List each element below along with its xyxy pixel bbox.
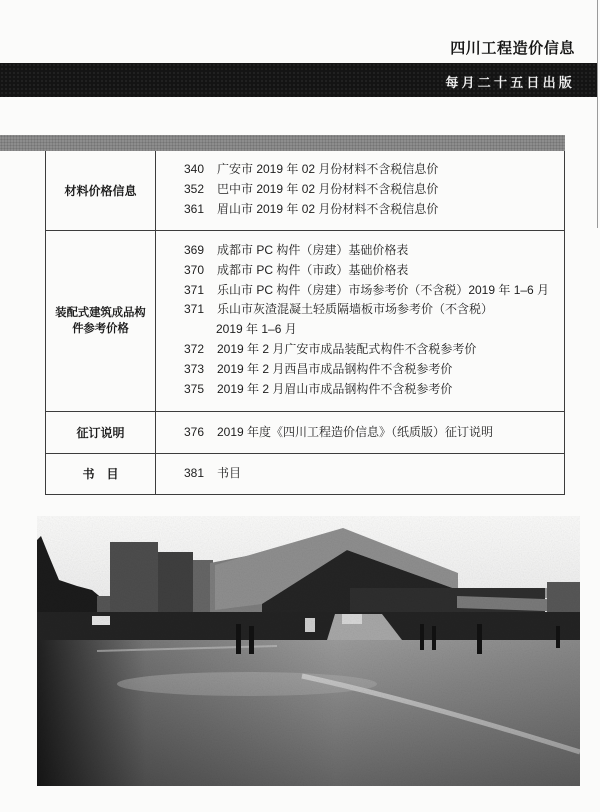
entry-title: 眉山市 2019 年 02 月份材料不含税信息价 [217, 201, 439, 216]
entry-title: 乐山市灰渣混凝土轻质隔墙板市场参考价（不含税） [217, 302, 494, 317]
entry-title: 巴中市 2019 年 02 月份材料不含税信息价 [217, 181, 439, 196]
page-number: 361 [184, 201, 205, 216]
page-number: 369 [184, 243, 205, 257]
section-entries [156, 231, 564, 411]
toc-entry [156, 360, 564, 380]
entry-title: 2019 年度《四川工程造价信息》（纸质版）征订说明 [217, 424, 494, 439]
page-number: 381 [184, 466, 205, 481]
toc-section-material-prices [46, 151, 564, 230]
page-number: 375 [184, 381, 205, 396]
toc-entry [156, 241, 564, 261]
entry-title: 成都市 PC 构件（市政）基础价格表 [217, 262, 409, 277]
toc-entry [156, 380, 564, 400]
page-number: 373 [184, 361, 205, 376]
entry-title: 乐山市 PC 构件（房建）市场参考价（不含税）2019 年 1–6 月 [217, 282, 550, 297]
toc-section-subscription [46, 411, 564, 453]
section-entries [156, 151, 564, 230]
page-number: 352 [184, 181, 205, 196]
section-entries [156, 454, 564, 494]
page-number: 372 [184, 341, 205, 356]
page-number: 376 [184, 424, 205, 439]
page-number: 371 [184, 302, 205, 317]
section-label [46, 151, 156, 230]
toc-entry [156, 340, 564, 360]
toc-entry [156, 423, 493, 443]
building-photograph [37, 516, 580, 786]
toc-entry [156, 281, 564, 301]
entry-title: 广安市 2019 年 02 月份材料不含税信息价 [217, 162, 439, 176]
toc-entry [156, 180, 564, 200]
section-label [46, 231, 156, 411]
entry-title: 成都市 PC 构件（房建）基础价格表 [217, 243, 409, 257]
section-label-text: 材料价格信息 [64, 183, 137, 198]
publication-title: 四川工程造价信息 [450, 40, 575, 57]
header-bar [0, 63, 597, 97]
page-number: 371 [184, 282, 205, 297]
section-label [46, 412, 156, 453]
page-number: 340 [184, 162, 205, 176]
entry-title: 2019 年 2 月广安市成品装配式构件不含税参考价 [217, 341, 477, 356]
section-label-line-2: 件参考价格 [72, 323, 129, 335]
section-label-text: 征订说明 [76, 425, 125, 440]
section-label-line-1: 装配式建筑成品构 [55, 307, 146, 319]
toc-entry [156, 261, 564, 281]
section-label-text: 书 目 [82, 467, 119, 481]
section-label [46, 454, 156, 494]
toc-entry [156, 200, 564, 220]
section-entries [156, 412, 564, 453]
toc-section-catalog [46, 453, 564, 494]
entry-title: 书目 [217, 466, 242, 481]
toc-section-prefab-components [46, 230, 564, 411]
entry-title: 2019 年 2 月西昌市成品钢构件不含税参考价 [217, 361, 453, 376]
table-of-contents [45, 151, 565, 495]
toc-entry [156, 300, 564, 320]
section-band [0, 135, 565, 151]
publication-schedule: 每月二十五日出版 [445, 75, 575, 90]
page-edge-line [597, 0, 598, 228]
toc-entry [156, 160, 564, 180]
entry-title: 2019 年 2 月眉山市成品钢构件不含税参考价 [217, 381, 453, 396]
toc-entry-continuation: 2019 年 1–6 月 [216, 322, 297, 337]
toc-entry [156, 464, 241, 484]
page-number: 370 [184, 262, 205, 277]
